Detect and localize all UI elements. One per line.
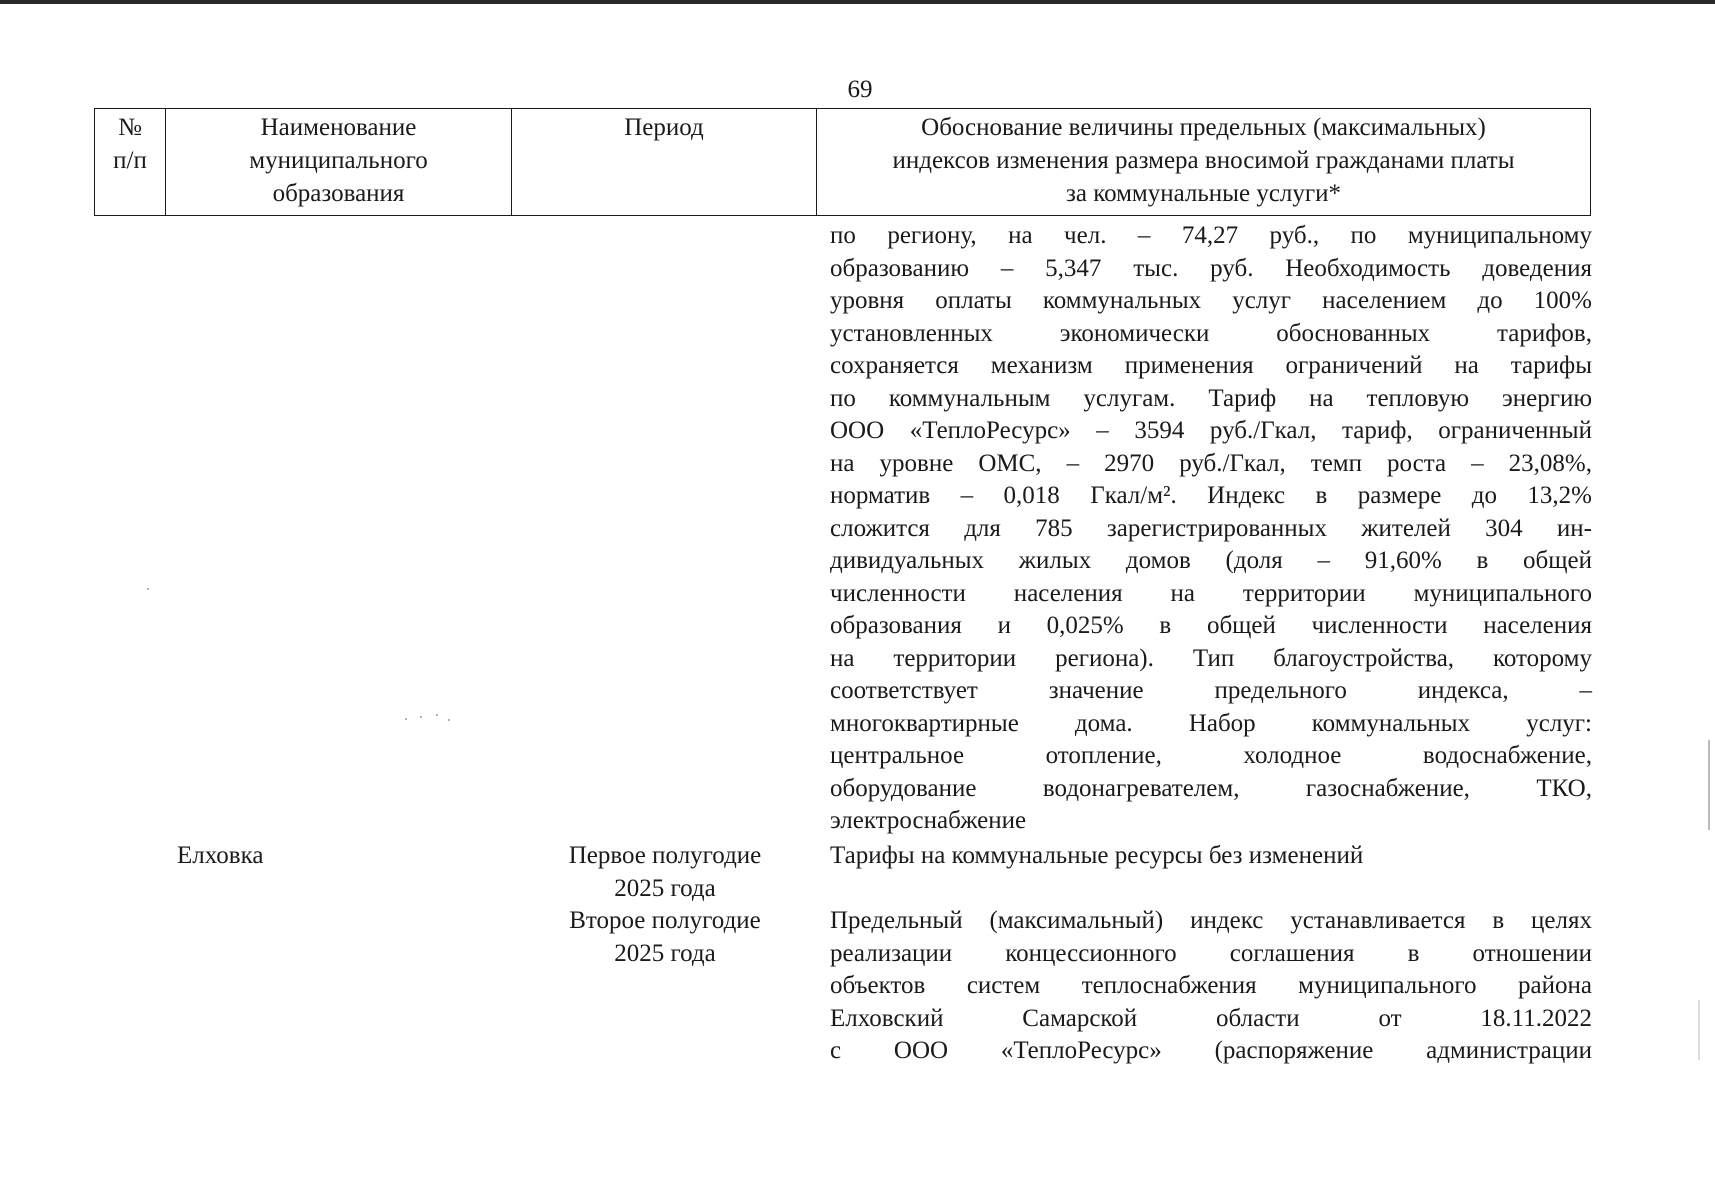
text-line: с ООО «ТеплоРесурс» (распоряжение администрации xyxy=(830,1037,1592,1064)
period-first-half: Первое полугодие 2025 года xyxy=(568,842,762,902)
text-line: образования и 0,025% в общей численности населения xyxy=(830,612,1592,639)
text-line: уровня оплаты коммунальных услуг населением до 100% xyxy=(830,287,1592,314)
municipality-name: Елховка xyxy=(177,842,264,869)
text-line: численности населения на территории муниципального xyxy=(830,579,1592,607)
text-line: реализации концессионного соглашения в отношении xyxy=(830,939,1592,967)
text-line: электроснабжение xyxy=(830,807,1027,834)
header-col-number: № п/п xyxy=(95,109,166,215)
header-col-period: Период xyxy=(512,109,817,215)
scan-speck xyxy=(448,719,450,721)
header-col-municipality: Наименование муниципального образования xyxy=(166,109,512,215)
text-line: на уровне ОМС, – 2970 руб./Гкал, темп роста – 23,08%, xyxy=(830,449,1592,477)
header-col-justification: Обоснование величины предельных (максимальных) индексов изменения размера вносимой гражданами платы за коммунальные услуги* xyxy=(892,114,1515,207)
text-line: сложится для 785 зарегистрированных жителей 304 ин- xyxy=(830,514,1592,542)
scan-speck xyxy=(420,716,422,718)
text-line: Предельный (максимальный) индекс устанавливается в целях xyxy=(830,907,1592,934)
text-line: норматив – 0,018 Гкал/м². Индекс в размере до 13,2% xyxy=(830,482,1592,509)
text-line: Елховский Самарской области от 18.11.2022 xyxy=(830,1004,1592,1032)
scan-speck xyxy=(147,588,149,590)
text-line: на территории региона). Тип благоустройства, которому xyxy=(830,644,1592,672)
text-line: сохраняется механизм применения ограничений на тарифы xyxy=(830,352,1592,379)
page-number: 69 xyxy=(847,76,873,103)
text-line: образованию – 5,347 тыс. руб. Необходимость доведения xyxy=(830,254,1592,282)
text-line: объектов систем теплоснабжения муниципального района xyxy=(830,972,1592,999)
scan-edge-mark xyxy=(1698,1000,1700,1060)
text-line: по региону, на чел. – 74,27 руб., по муниципальному xyxy=(830,222,1592,249)
top-scan-border xyxy=(0,0,1715,4)
scan-speck xyxy=(436,714,438,716)
text-line: установленных экономически обоснованных тарифов, xyxy=(830,319,1592,347)
text-line: по коммунальным услугам. Тариф на тепловую энергию xyxy=(830,384,1592,412)
text-line: ООО «ТеплоРесурс» – 3594 руб./Гкал, тариф, ограниченный xyxy=(830,417,1592,444)
table-header xyxy=(94,108,1591,216)
justification-second-half xyxy=(830,905,1592,1068)
text-line: дивидуальных жилых домов (доля – 91,60% в общей xyxy=(830,547,1592,574)
justification-continuation xyxy=(830,220,1592,838)
text-line: многоквартирные дома. Набор коммунальных услуг: xyxy=(830,709,1592,737)
period-second-half: Второе полугодие 2025 года xyxy=(569,907,761,967)
text-line: оборудование водонагревателем, газоснабжение, ТКО, xyxy=(830,774,1592,802)
scan-edge-mark xyxy=(1708,740,1710,830)
scan-speck xyxy=(405,718,407,720)
text-line: соответствует значение предельного индекса, – xyxy=(830,677,1592,704)
text-line: центральное отопление, холодное водоснабжение, xyxy=(830,742,1592,769)
justification-first-half: Тарифы на коммунальные ресурсы без изменений xyxy=(830,842,1364,869)
